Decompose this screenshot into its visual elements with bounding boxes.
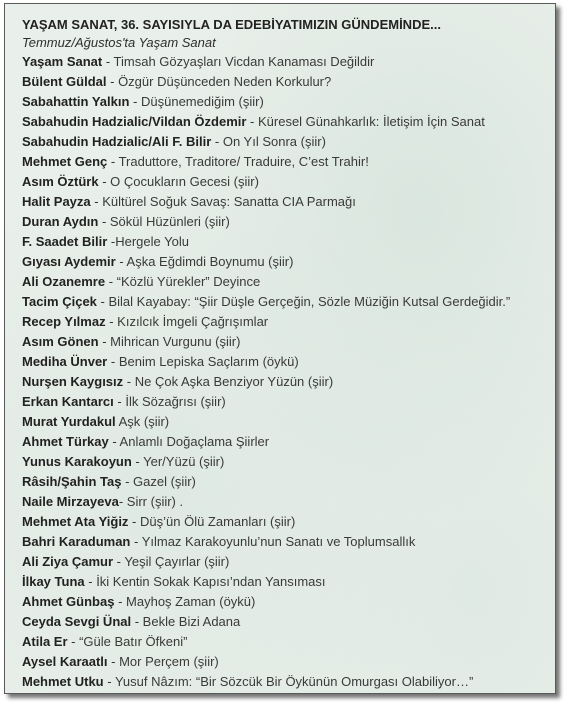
work-title: İlk Sözağrısı (şiir) bbox=[125, 394, 226, 409]
author-name: Halit Payza bbox=[22, 194, 91, 209]
work-title: Yeşil Çayırlar (şiir) bbox=[124, 554, 230, 569]
list-item bbox=[22, 292, 549, 312]
work-title: Yılmaz Karakoyunlu’nun Sanatı ve Toplumsallık bbox=[141, 534, 416, 549]
separator: - bbox=[107, 154, 119, 169]
list-item bbox=[22, 52, 549, 72]
work-title: Aşk (şiir) bbox=[118, 414, 170, 429]
work-title: Mayhoş Zaman (öykü) bbox=[126, 594, 256, 609]
work-title: Yusuf Nâzım: “Bir Sözcük Bir Öykünün Omurgası Olabiliyor…” bbox=[114, 674, 474, 689]
author-name: Bahri Karaduman bbox=[22, 534, 131, 549]
work-title: Kızılcık İmgeli Çağrışımlar bbox=[117, 314, 269, 329]
list-item bbox=[22, 592, 549, 612]
separator: - bbox=[107, 354, 119, 369]
author-name: Yunus Karakoyun bbox=[22, 454, 132, 469]
separator: - bbox=[84, 574, 97, 589]
entries-list bbox=[22, 52, 549, 692]
separator: - bbox=[107, 654, 120, 669]
list-item bbox=[22, 92, 549, 112]
author-name: Atila Er bbox=[22, 634, 68, 649]
list-item bbox=[22, 72, 549, 92]
separator: - bbox=[98, 334, 111, 349]
list-item bbox=[22, 512, 549, 532]
list-item bbox=[22, 612, 549, 632]
work-title: Düşünemediğim (şiir) bbox=[140, 94, 264, 109]
author-name: Tacim Çiçek bbox=[22, 294, 97, 309]
separator: - bbox=[105, 314, 118, 329]
work-title: Anlamlı Doğaçlama Şiirler bbox=[119, 434, 270, 449]
work-title: Mor Perçem (şiir) bbox=[119, 654, 219, 669]
separator: - bbox=[121, 474, 134, 489]
work-title: Küresel Günahkarlık: İletişim İçin Sanat bbox=[257, 114, 485, 129]
work-title: “Közlü Yürekler” Deyince bbox=[116, 274, 261, 289]
author-name: Râsih/Şahin Taş bbox=[22, 474, 122, 489]
separator: - bbox=[106, 74, 119, 89]
separator: - bbox=[98, 174, 111, 189]
author-name: Sabahudin Hadzialic/Vildan Özdemir bbox=[22, 114, 247, 129]
work-title: Bilal Kayabay: “Şiir Düşle Gerçeğin, Sözle Müziğin Kutsal Gerdeğidir.” bbox=[108, 294, 511, 309]
separator: - bbox=[246, 114, 258, 129]
author-name: Murat Yurdakul bbox=[22, 414, 116, 429]
list-item bbox=[22, 492, 549, 512]
author-name: Naile Mirzayeva bbox=[22, 494, 119, 509]
list-item bbox=[22, 532, 549, 552]
author-name: Asım Öztürk bbox=[22, 174, 99, 189]
separator: - bbox=[108, 434, 120, 449]
separator: - bbox=[90, 194, 103, 209]
work-title: Yer/Yüzü (şiir) bbox=[143, 454, 225, 469]
list-item bbox=[22, 152, 549, 172]
content-panel bbox=[4, 3, 556, 694]
article-list bbox=[22, 16, 549, 692]
list-item bbox=[22, 372, 549, 392]
author-name: F. Saadet Bilir bbox=[22, 234, 108, 249]
author-name: Ali Ozanemre bbox=[22, 274, 106, 289]
separator: - bbox=[67, 634, 80, 649]
separator: - bbox=[113, 554, 125, 569]
author-name: Yaşam Sanat bbox=[22, 54, 103, 69]
author-name: Mehmet Genç bbox=[22, 154, 108, 169]
work-title: Sökül Hüzünleri (şiir) bbox=[109, 214, 230, 229]
author-name: Ahmet Türkay bbox=[22, 434, 109, 449]
list-item bbox=[22, 212, 549, 232]
work-title: Traduttore, Traditore/ Traduire, C’est Trahir! bbox=[118, 154, 369, 169]
separator: - bbox=[211, 134, 223, 149]
author-name: Ahmet Günbaş bbox=[22, 594, 115, 609]
list-item bbox=[22, 412, 549, 432]
separator: - bbox=[115, 254, 127, 269]
author-name: Sabahattin Yalkın bbox=[22, 94, 130, 109]
separator: - bbox=[118, 494, 127, 509]
separator: - bbox=[131, 614, 143, 629]
author-name: Gıyası Aydemir bbox=[22, 254, 116, 269]
list-item bbox=[22, 392, 549, 412]
list-item bbox=[22, 172, 549, 192]
separator: - bbox=[107, 234, 116, 249]
separator: - bbox=[129, 94, 141, 109]
work-title: Özgür Düşünceden Neden Korkulur? bbox=[118, 74, 332, 89]
work-title: Bekle Bizi Adana bbox=[142, 614, 241, 629]
work-title: “Güle Batır Öfkeni” bbox=[79, 634, 188, 649]
list-item bbox=[22, 432, 549, 452]
work-title: Hergele Yolu bbox=[115, 234, 189, 249]
work-title: Düş’ün Ölü Zamanları (şiir) bbox=[140, 514, 296, 529]
work-title: Mihrican Vurgunu (şiir) bbox=[110, 334, 241, 349]
author-name: Erkan Kantarcı bbox=[22, 394, 114, 409]
separator: - bbox=[96, 294, 109, 309]
list-item bbox=[22, 572, 549, 592]
author-name: Aysel Karaatlı bbox=[22, 654, 108, 669]
work-title: Sirr (şiir) . bbox=[126, 494, 184, 509]
list-item bbox=[22, 352, 549, 372]
separator: - bbox=[103, 674, 115, 689]
issue-subheading: Temmuz/Ağustos'ta Yaşam Sanat bbox=[22, 35, 216, 50]
work-title: Aşka Eğdimdi Boynumu (şiir) bbox=[126, 254, 294, 269]
list-item bbox=[22, 552, 549, 572]
list-item bbox=[22, 112, 549, 132]
author-name: Recep Yılmaz bbox=[22, 314, 106, 329]
author-name: Ceyda Sevgi Ünal bbox=[22, 614, 132, 629]
separator: - bbox=[128, 514, 140, 529]
list-item bbox=[22, 252, 549, 272]
separator: - bbox=[113, 394, 126, 409]
work-title: On Yıl Sonra (şiir) bbox=[222, 134, 326, 149]
author-name: Sabahudin Hadzialic/Ali F. Bilir bbox=[22, 134, 212, 149]
separator: - bbox=[130, 534, 142, 549]
list-item bbox=[22, 672, 549, 692]
issue-heading: YAŞAM SANAT, 36. SAYISIYLA DA EDEBİYATIMIZIN GÜNDEMİNDE... bbox=[22, 17, 441, 32]
list-item bbox=[22, 132, 549, 152]
work-title: İki Kentin Sokak Kapısı’ndan Yansıması bbox=[96, 574, 326, 589]
work-title: Timsah Gözyaşları Vicdan Kanaması Değildir bbox=[113, 54, 375, 69]
list-item bbox=[22, 332, 549, 352]
author-name: Mehmet Utku bbox=[22, 674, 104, 689]
list-item bbox=[22, 652, 549, 672]
author-name: İlkay Tuna bbox=[22, 574, 85, 589]
separator: - bbox=[105, 274, 117, 289]
separator: - bbox=[102, 54, 114, 69]
separator: - bbox=[114, 594, 127, 609]
work-title: Gazel (şiir) bbox=[133, 474, 196, 489]
work-title: Kültürel Soğuk Savaş: Sanatta CIA Parmağı bbox=[102, 194, 356, 209]
author-name: Nurşen Kaygısız bbox=[22, 374, 124, 389]
list-item bbox=[22, 232, 549, 252]
author-name: Bülent Güldal bbox=[22, 74, 107, 89]
list-item bbox=[22, 272, 549, 292]
separator: - bbox=[123, 374, 135, 389]
author-name: Duran Aydın bbox=[22, 214, 99, 229]
list-item bbox=[22, 472, 549, 492]
separator: - bbox=[98, 214, 110, 229]
author-name: Ali Ziya Çamur bbox=[22, 554, 114, 569]
list-item bbox=[22, 632, 549, 652]
author-name: Mehmet Ata Yiğiz bbox=[22, 514, 129, 529]
work-title: Benim Lepiska Saçlarım (öykü) bbox=[118, 354, 299, 369]
work-title: O Çocukların Gecesi (şiir) bbox=[110, 174, 259, 189]
author-name: Mediha Ünver bbox=[22, 354, 108, 369]
separator: - bbox=[131, 454, 144, 469]
work-title: Ne Çok Aşka Benziyor Yüzün (şiir) bbox=[134, 374, 334, 389]
list-item bbox=[22, 312, 549, 332]
list-item bbox=[22, 192, 549, 212]
list-item bbox=[22, 452, 549, 472]
author-name: Asım Gönen bbox=[22, 334, 99, 349]
